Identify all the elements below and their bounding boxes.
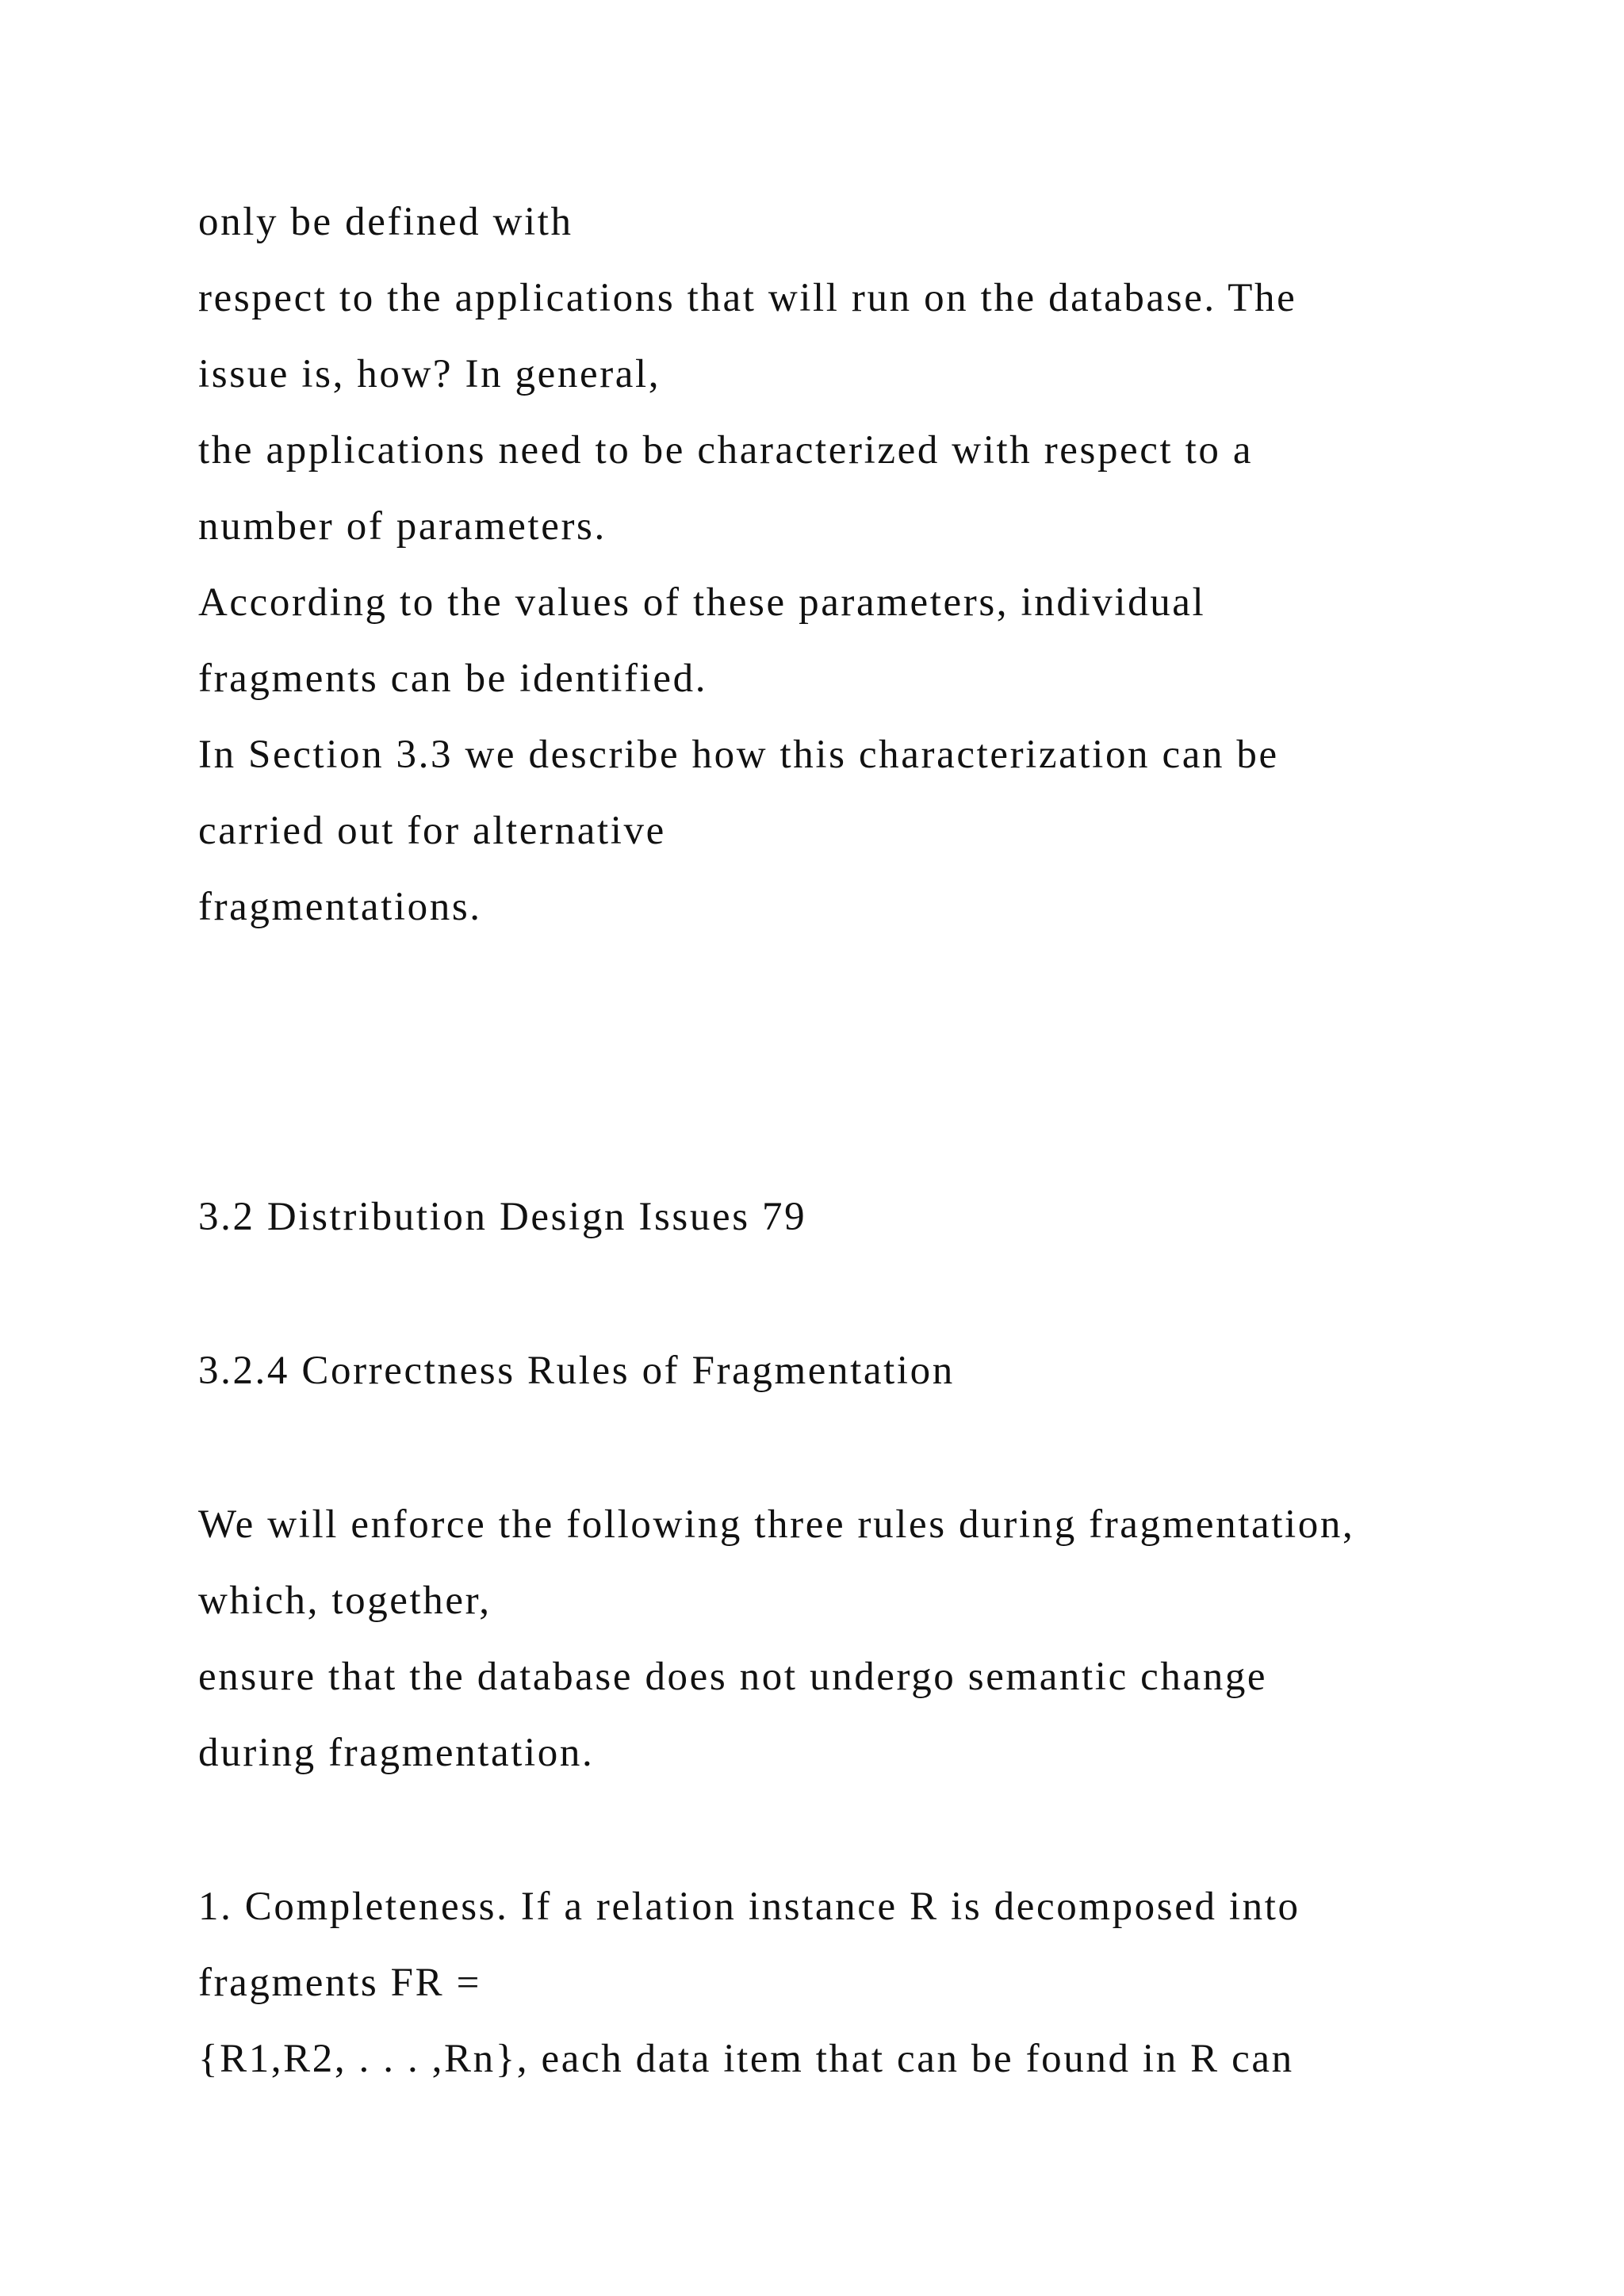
section-heading: 3.2.4 Correctness Rules of Fragmentation — [198, 1349, 955, 1393]
text-line: the applications need to be characterized with respect to a — [198, 428, 1254, 473]
text-line: fragments can be identified. — [198, 656, 708, 701]
running-header: 3.2 Distribution Design Issues 79 — [198, 1195, 807, 1239]
text-line: ensure that the database does not undergo semantic change — [198, 1655, 1268, 1699]
text-line: fragments FR = — [198, 1961, 481, 2005]
text-line: issue is, how? In general, — [198, 352, 661, 396]
text-line: According to the values of these parameters, individual — [198, 580, 1206, 625]
list-item-completeness: 1. Completeness. If a relation instance R is decomposed into — [198, 1885, 1300, 1929]
text-line: {R1,R2, . . . ,Rn}, each data item that can be found in R can — [198, 2037, 1294, 2081]
text-line: during fragmentation. — [198, 1731, 595, 1775]
text-line: fragmentations. — [198, 885, 482, 929]
text-line: only be defined with — [198, 200, 573, 244]
text-line: number of parameters. — [198, 504, 607, 549]
text-line: which, together, — [198, 1578, 492, 1623]
text-line: respect to the applications that will run on the database. The — [198, 276, 1297, 320]
text-line: carried out for alternative — [198, 809, 666, 853]
text-line: We will enforce the following three rules during fragmentation, — [198, 1502, 1355, 1547]
text-line: In Section 3.3 we describe how this characterization can be — [198, 733, 1279, 777]
